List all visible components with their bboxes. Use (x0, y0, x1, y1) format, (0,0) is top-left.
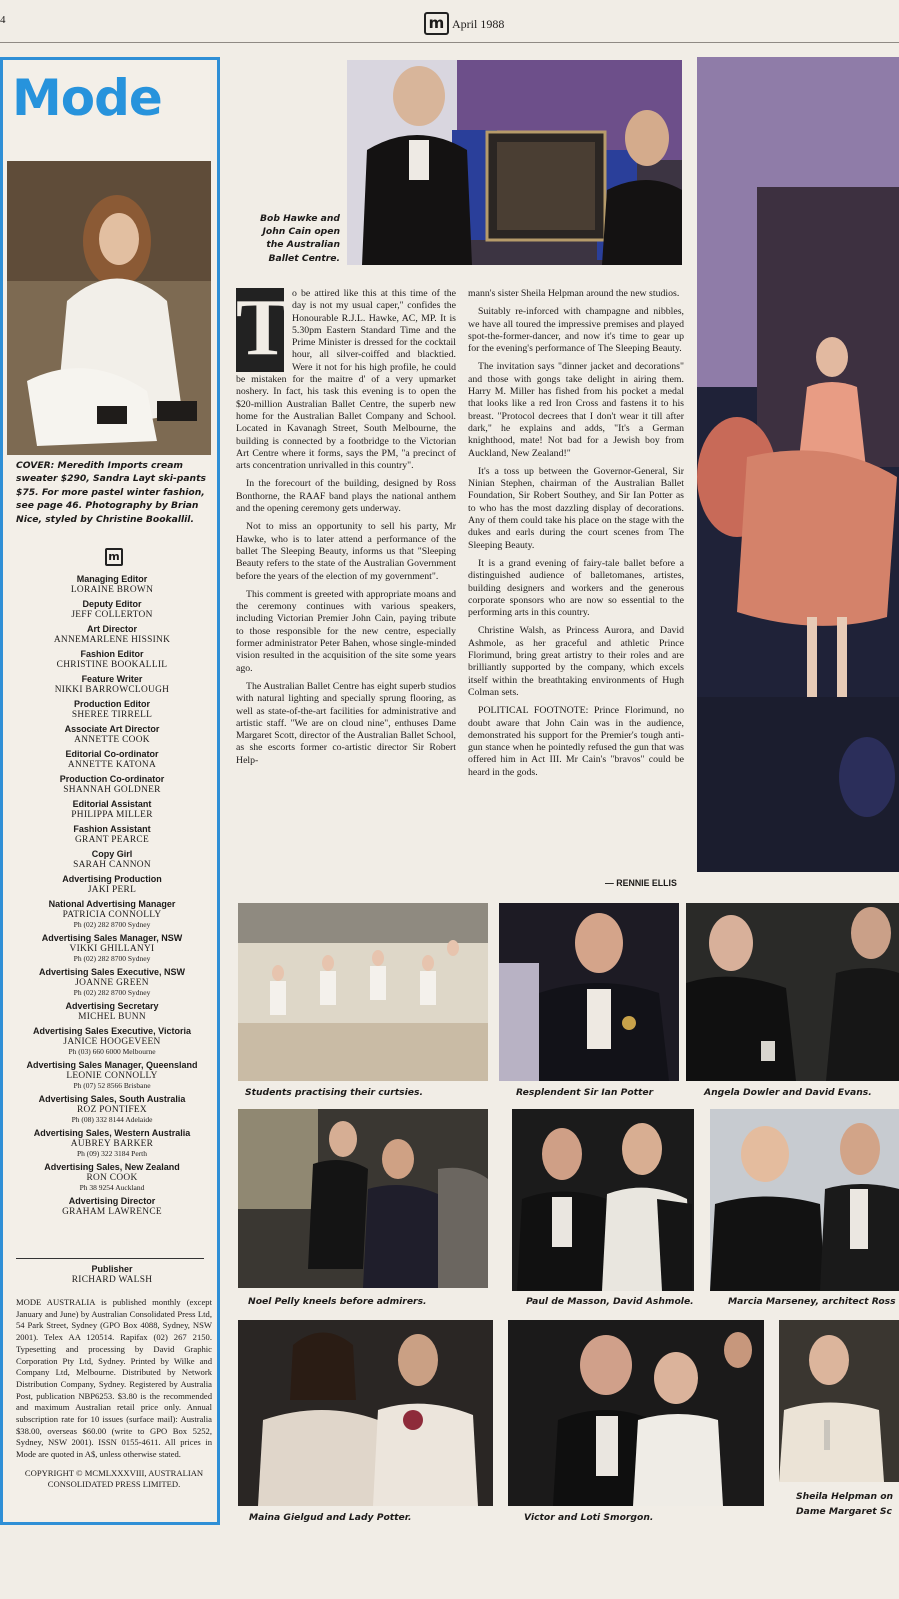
staff-phone: Ph (02) 282 8700 Sydney (73, 988, 151, 997)
photo-masson (512, 1109, 694, 1291)
staff-entry (10, 874, 214, 895)
caption-masson: Paul de Masson, David Ashmole. (526, 1296, 694, 1307)
staff-name: ANNEMARLENE HISSINK (53, 634, 171, 645)
staff-name: NIKKI BARROWCLOUGH (54, 684, 170, 695)
article-paragraph: It's a toss up between the Governor-General, Sir Ninian Stephen, chairman of the Australian Ballet Foundation, Sir Robert Southey, and Sir Ian Potter as to who has the most dazzling display of decorations. Any of them could take his place on the stage with the dukes and earls during the court scenes from The Sleeping Beauty. (468, 465, 684, 551)
staff-name: PHILIPPA MILLER (71, 809, 153, 820)
staff-phone: Ph (02) 282 8700 Sydney (73, 954, 151, 963)
staff-phone: Ph (02) 282 8700 Sydney (73, 920, 151, 929)
cover-photo (7, 161, 211, 455)
staff-entry (10, 699, 214, 720)
staff-entry (10, 674, 214, 695)
caption-helpman-1: Sheila Helpman on (796, 1491, 894, 1502)
article-column-1 (236, 284, 456, 773)
caption-marsency: Marcia Marseney, architect Ross (728, 1296, 896, 1307)
photo-marsency-art (710, 1109, 899, 1291)
photo-masson-art (512, 1109, 694, 1291)
staff-role: Advertising Sales Manager, NSW (41, 933, 183, 943)
staff-name: MICHEL BUNN (78, 1011, 146, 1022)
staff-role: Managing Editor (76, 574, 148, 584)
staff-role: Production Editor (74, 699, 150, 709)
photo-dowler (686, 903, 899, 1081)
photo-smorgon (508, 1320, 764, 1506)
article-paragraph: mann's sister Sheila Helpman around the new studios. (468, 288, 680, 299)
publisher-role: Publisher (91, 1264, 133, 1274)
staff-entry (10, 1094, 214, 1124)
staff-entry (10, 849, 214, 870)
staff-name: GRANT PEARCE (74, 834, 149, 845)
publisher-block (10, 1264, 214, 1285)
photo-ballet-stage-art (697, 57, 899, 872)
staff-role: Editorial Assistant (72, 799, 152, 809)
photo-students (238, 903, 488, 1081)
cover-caption: COVER: Meredith Imports cream sweater $290, Sandra Layt ski-pants $75. For more pastel winter fashion, see page 46. Photography by Brian Nice, styled by Christine Bookallil. (16, 460, 206, 525)
byline: — RENNIE ELLIS (605, 878, 677, 888)
photo-potter-art (499, 903, 679, 1081)
staff-phone: Ph (09) 322 3184 Perth (77, 1149, 147, 1158)
caption-pelly: Noel Pelly kneels before admirers. (248, 1296, 427, 1307)
staff-role: Advertising Director (68, 1196, 156, 1206)
photo-hawke-cain (347, 60, 682, 265)
staff-role: Deputy Editor (82, 599, 142, 609)
issue-date: April 1988 (452, 17, 505, 31)
article-paragraph: This comment is greeted with appropriate moans and the ceremony continues with various speakers, including Victorian Premier John Cain, paying tribute to those responsible for the new centre, especially former administrator Peter Bahen, whose single-minded vision resulted in the acquisition of the site some years ago. (236, 588, 456, 674)
staff-entry (10, 967, 214, 997)
article-paragraph: The invitation says "dinner jacket and decorations" and those with gongs take delight in airing them. Harry M. Miller has fished from his pocket a medal that looks like a red Iron Cross and fastens it to his breast. "Protocol decrees that I don't wear it till after dark," he explains and adds, "It's a German knighthood, mate! Not bad for a Jewish boy from Auckland, New Zealand!" (468, 361, 684, 459)
staff-name: ANNETTE KATONA (67, 759, 157, 770)
article-paragraph: Not to miss an opportunity to sell his party, Mr Hawke, who is to later attend a performance of the ballet The Sleeping Beauty, informs us that "Sleeping Beauty refers to the state of the Australian Government before the years of the election of my government". (236, 521, 456, 582)
photo-marsency (710, 1109, 899, 1291)
staff-role: Advertising Sales Executive, Victoria (33, 1026, 191, 1036)
staff-phone: Ph (07) 52 8566 Brisbane (73, 1081, 151, 1090)
staff-entry (10, 749, 214, 770)
header-divider (0, 42, 899, 43)
photo-helpman (779, 1320, 899, 1482)
legal-notice: MODE AUSTRALIA is published monthly (except January and June) by Australian Consolidated Press Ltd, 54 Park Street, Sydney (GPO Box 4088, Sydney, NSW 2001). Telex AA 120514. Rapifax (02) 267 2150. Typesetting and processing by David Graphic Corporation Pty Ltd, Sydney. Printed by Wilke and Company Ltd, Melbourne. Distributed by Network Distribution Company, Sydney. Registered by Australia Post, publication NBP6253. $3.80 is the recommended and maximum Australian retail price only. Annual subscription rate for 10 issues (surface mail): Australia $38.00, overseas $60.00 (write to GPO Box 5252, Sydney, NSW 2001). ISSN 0155-4611. All prices in Mode are quoted in A$, unless otherwise stated. (16, 1297, 212, 1460)
photo-ballet-stage (697, 57, 899, 872)
staff-name: GRAHAM LAWRENCE (62, 1206, 162, 1217)
staff-role: Art Director (86, 624, 137, 634)
staff-entry (10, 624, 214, 645)
staff-entry (10, 1128, 214, 1158)
staff-name: JOANNE GREEN (75, 977, 149, 988)
photo-pelly (238, 1109, 488, 1288)
staff-phone: Ph (03) 660 6000 Melbourne (68, 1047, 156, 1056)
staff-role: Associate Art Director (64, 724, 160, 734)
staff-role: Copy Girl (91, 849, 133, 859)
article-paragraph: o be attired like this at this time of the day is not my usual caper," confides the Honourable R.J.L. Hawke, AC, MP. It is 5.30pm Eastern Standard Time and the Prime Minister is dressed for the cocktail hour, all silver-coiffed and blacktied. Were it not for his high profile, he could be mistaken for the maitre d' of a very upmarket noshery. In fact, his task this evening is to open the $20-million Australian Ballet Centre, the superb new home for the Australian Ballet Company and School. Located in Kavanagh Street, South Melbourne, the building is connected by a footbridge to the Victorian Art Centre where it forms, says the PM, "a precinct of arts concentration unrivalled in this country". (236, 288, 456, 472)
staff-list (10, 574, 214, 1221)
staff-name: RON COOK (86, 1172, 138, 1183)
article-paragraph: POLITICAL FOOTNOTE: Prince Florimund, no doubt aware that John Cain was in the audience, demonstrated his support for the Premier's tough anti-gun stance when he pointedly refused the gun that was offered him in Act III. Mr Cain's "bravos" could be heard in the gods. (468, 705, 684, 778)
staff-role: Feature Writer (81, 674, 143, 684)
photo-potter (499, 903, 679, 1081)
staff-phone: Ph (08) 332 8144 Adelaide (71, 1115, 153, 1124)
staff-entry (10, 599, 214, 620)
staff-name: ROZ PONTIFEX (76, 1104, 147, 1115)
staff-name: PATRICIA CONNOLLY (62, 909, 162, 920)
staff-role: Advertising Sales, New Zealand (44, 1162, 180, 1172)
staff-entry (10, 899, 214, 929)
staff-name: CHRISTINE BOOKALLIL (56, 659, 168, 670)
mode-mini-logo: m (105, 548, 123, 566)
staff-role: Advertising Sales, Western Australia (33, 1128, 191, 1138)
staff-entry (10, 933, 214, 963)
staff-name: SARAH CANNON (73, 859, 151, 870)
photo-students-art (238, 903, 488, 1081)
article-paragraph: The Australian Ballet Centre has eight superb studios with natural lighting and specially sprung flooring, as well as state-of-the-art facilities for administrative and artistic staff. "We are on cloud nine", enthuses Dame Margaret Scott, director of the Australian Ballet School, as she escorts former co-artistic director Sir Robert Help- (236, 680, 456, 766)
photo-dowler-art (686, 903, 899, 1081)
staff-entry (10, 1026, 214, 1056)
staff-entry (10, 799, 214, 820)
staff-name: VIKKI GHILLANYI (69, 943, 155, 954)
staff-role: Production Co-ordinator (59, 774, 165, 784)
page-number: 4 (0, 14, 6, 26)
staff-entry (10, 1001, 214, 1022)
photo-hawke-cain-art (347, 60, 682, 265)
staff-name: JAKI PERL (87, 884, 137, 895)
staff-name: SHANNAH GOLDNER (63, 784, 161, 795)
staff-role: Advertising Production (62, 874, 162, 884)
staff-entry (10, 774, 214, 795)
staff-name: SHEREE TIRRELL (71, 709, 153, 720)
mode-logo: Mode (12, 69, 162, 127)
staff-entry (10, 574, 214, 595)
article-paragraph: Christine Walsh, as Princess Aurora, and David Ashmole, as her graceful and athletic Prince Florimund, bring great artistry to their roles and are brilliantly supported by the company, which excels itself within the breathtaking environments of Hugh Colman sets. (468, 625, 684, 698)
staff-entry (10, 649, 214, 670)
caption-hawke-cain: Bob Hawke and John Cain open the Australian Ballet Centre. (260, 213, 340, 264)
staff-phone: Ph 38 9254 Auckland (79, 1183, 145, 1192)
staff-name: JEFF COLLERTON (71, 609, 153, 620)
staff-name: ANNETTE COOK (74, 734, 150, 745)
staff-entry (10, 824, 214, 845)
photo-gielgud (238, 1320, 493, 1506)
caption-gielgud: Maina Gielgud and Lady Potter. (249, 1512, 412, 1523)
drop-cap: T (236, 284, 290, 372)
staff-role: National Advertising Manager (48, 899, 176, 909)
caption-potter: Resplendent Sir Ian Potter (516, 1087, 654, 1098)
photo-smorgon-art (508, 1320, 764, 1506)
cover-photo-art (7, 161, 211, 455)
publisher-name: RICHARD WALSH (71, 1274, 153, 1285)
article-column-2 (468, 288, 684, 785)
photo-pelly-art (238, 1109, 488, 1288)
photo-gielgud-art (238, 1320, 493, 1506)
staff-role: Fashion Editor (80, 649, 144, 659)
staff-divider (16, 1258, 204, 1259)
article-paragraph: Suitably re-inforced with champagne and nibbles, we have all toured the impressive premises and played spot-the-former-dancer, and now it's time to gear up for the evening's performance of The Sleeping Beauty. (468, 306, 684, 355)
staff-role: Advertising Sales Manager, Queensland (26, 1060, 198, 1070)
staff-entry (10, 724, 214, 745)
staff-role: Advertising Sales, South Australia (38, 1094, 186, 1104)
staff-name: AUBREY BARKER (70, 1138, 154, 1149)
caption-smorgon: Victor and Loti Smorgon. (524, 1512, 654, 1523)
staff-entry (10, 1196, 214, 1217)
staff-role: Editorial Co-ordinator (65, 749, 159, 759)
staff-entry (10, 1162, 214, 1192)
article-paragraph: In the forecourt of the building, designed by Ross Bonthorne, the RAAF band plays the national anthem and the opening ceremony gets underway. (236, 478, 456, 515)
staff-role: Fashion Assistant (73, 824, 151, 834)
article-paragraph: It is a grand evening of fairy-tale ballet before a distinguished audience of balletomanes, artistes, building designers and workers and the generous corporate sponsors who are now so essential to the performing arts in this country. (468, 557, 684, 619)
staff-role: Advertising Secretary (65, 1001, 159, 1011)
copyright-notice: COPYRIGHT © MCMLXXXVIII, AUSTRALIAN CONSOLIDATED PRESS LIMITED. (24, 1468, 204, 1489)
caption-students: Students practising their curtsies. (245, 1087, 423, 1098)
staff-role: Advertising Sales Executive, NSW (38, 967, 186, 977)
caption-dowler: Angela Dowler and David Evans. (704, 1087, 872, 1098)
staff-name: LEONIE CONNOLLY (66, 1070, 158, 1081)
mode-m-logo: m (424, 12, 449, 35)
staff-name: LORAINE BROWN (70, 584, 154, 595)
staff-entry (10, 1060, 214, 1090)
caption-helpman-2: Dame Margaret Sc (796, 1506, 892, 1517)
photo-helpman-art (779, 1320, 899, 1482)
staff-name: JANICE HOOGEVEEN (63, 1036, 161, 1047)
